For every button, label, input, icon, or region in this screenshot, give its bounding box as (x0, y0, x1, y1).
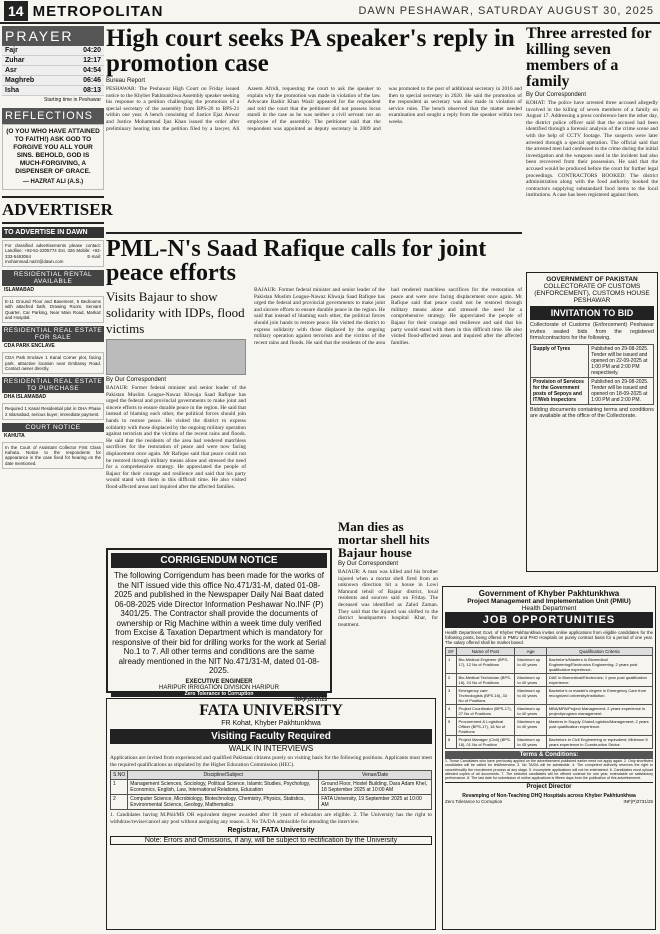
story-byline: By Our Correspondent (526, 92, 587, 98)
prayer-name: Fajr (5, 47, 18, 54)
table-cell: Project Manager (Civil) (BPS-18), 01 No of Position (456, 736, 515, 749)
column-header: Discipline/Subject (128, 771, 319, 780)
table-cell: 3 (446, 687, 457, 705)
table-cell: MBA/MPA/Project Management; 2 years experience in project/program management. (546, 705, 652, 718)
fata-note: Note: Errors and Omissions, if any, will be subject to rectification by the University (110, 836, 432, 845)
classified-text: E-11 Ground Floor and Basement, 5 Bedrooms with attached bath, Drawing Room, Servant Quarter, Car Parking, Near Main Road, Markaz and Hospital. (2, 296, 104, 323)
table-cell: Maximum up to 40 years (515, 687, 547, 705)
story-three-arrested (526, 26, 658, 266)
prayer-time: 04:54 (83, 67, 101, 74)
left-sidebar (2, 26, 113, 930)
story-headline: Three arrested for killing seven members of a family (526, 25, 652, 90)
classified-category-heading: COURT NOTICE (2, 423, 104, 432)
table-cell: Computer Science, Microbiology, Biotechnology, Chemistry, Physics, Statistics, Environmental Science, Geology, Mathematics (128, 795, 319, 810)
table-cell: 6 (446, 736, 457, 749)
classified-text: CDA Park Enclave 1 Kanal Corner plot, facing park, attractive location near Embassy Road. Contact owner directly. (2, 352, 104, 374)
story-byline: By Our Correspondent (338, 561, 399, 567)
advertise-contact-heading: TO ADVERTISE IN DAWN (2, 227, 104, 238)
jobs-title: JOB OPPORTUNITIES (445, 612, 653, 628)
fata-title: FATA UNIVERSITY (199, 702, 343, 719)
table-row (446, 705, 653, 718)
corrigendum-ref: INF(P)3727/25 (294, 696, 327, 703)
story-high-court (106, 26, 522, 226)
story-body: PESHAWAR: The Peshawar High Court on Friday issued notice to the Khyber Pakhtunkhwa Assembly speaker seeking his response to a petition challenging the promotion of a special secretary of the assembly from BPS-20 to BPS-21 within one year. A bench consisting of Justice Ejaz Anwar and Justice Mohammad Ijaz Khan issued the order after preliminary hearing into the petition filed by a lawyer, Ali Azeem Afridi, requesting the court to ask the speaker to explain why the promotion was made in violation of the law. Advocate Bashir Khan Wazir appeared for the respondent and told the court that the petitioner did not possess locus standi in the case as he was neither a civil servant nor an employee of the assembly. The petitioner said that the respondent was appointed as deputy secretary in 2009 and was promoted to the post of additional secretary in 2016 and then to special secretary in 2020. He said the promotion of the respondent as secretary was also made in violation of service rules. The bench observed that the matter needed examination and sought a reply from the speaker within two weeks. (106, 86, 522, 132)
fata-footer: Registrar, FATA University (227, 827, 315, 835)
classified-subheading: CDA PARK ENCLAVE (4, 343, 55, 350)
classified-subheading: DHA ISLAMABAD (4, 394, 47, 401)
prayer-row (2, 56, 104, 66)
prayer-name: Asr (5, 67, 17, 74)
prayer-name: Zuhar (5, 57, 25, 64)
table-header-row (446, 648, 653, 656)
story-subheadline: Visits Bajaur to show solidarity with IDPs, flood victims (106, 289, 245, 336)
reflections-box (2, 124, 104, 190)
table-cell: Published on 29-08-2025. Tender will be issued and opened on 22-09-2025 at 1:00 PM and 2:00 PM respectively. (589, 344, 654, 377)
story-body-continued: BAJAUR: Former federal minister and senior leader of the Pakistan Muslim League-Nawaz Khwaja Saad Rafique has urged the federal and provincial governments to make joint and sincere efforts to ensure durable peace in the region. He said that instead of blaming each other, the political forces should join hands to restore peace. He visited the district to express solidarity with those displaced by the ongoing military operation against terrorists and the victims of the recent rains and floods. He said that the residents of the area had rendered matchless sacrifices for the restoration of peace and were now facing displacement once again. Mr Rafique said that peace could not be restored through military means alone and stressed the need for a comprehensive strategy. He appreciated the people of Bajaur for their courage and resilience and said that his party would stand with them in this difficult time. He also visited flood-affected areas and inquired after the affected families. (254, 287, 522, 346)
tender-office: COLLECTORATE OF CUSTOMS (ENFORCEMENT), CUSTOMS HOUSE PESHAWAR (534, 283, 650, 304)
jobs-table (445, 647, 653, 749)
tender-footer: Bidding documents containing terms and conditions are available at the office of the Collectorate. (530, 406, 654, 420)
table-cell: Maximum up to 40 years (515, 718, 547, 736)
column-header: Qualification Criteria (546, 648, 652, 656)
tender-table (530, 344, 654, 405)
classified-subheading: ISLAMABAD (4, 287, 34, 294)
table-cell: 1 (446, 656, 457, 674)
section-title: METROPOLITAN (32, 2, 164, 20)
table-cell: Management Sciences, Sociology, Political Science, Islamic Studies, Psychology, Economics, English, Law, International Relations, Education (128, 780, 319, 795)
prayer-time: 04:20 (83, 47, 101, 54)
table-row (446, 718, 653, 736)
tender-intro: Collectorate of Customs (Enforcement) Peshawar invites sealed bids from the registered firms/contractors for the following. (530, 322, 654, 342)
table-cell: Procurement & Logistical Officer (BPS-17), 18 No of Positions (456, 718, 515, 736)
table-cell: Ground Floor, Hostel Building, Dara Adam Khel, 18 September 2025 at 10:00 AM (319, 780, 432, 795)
tender-government: GOVERNMENT OF PAKISTAN (546, 276, 638, 283)
table-row (446, 687, 653, 705)
table-cell: Masters in Supply Chain/Logistics/Management; 2 years post qualification experience. (546, 718, 652, 736)
prayer-heading: PRAYER (2, 26, 104, 46)
corrigendum-tagline: Zero Tolerance to Corruption (111, 691, 327, 697)
table-cell: Bachelor's or master's degree in Emergency Care from recognized university/institution. (546, 687, 652, 705)
dateline: DAWN PESHAWAR, SATURDAY AUGUST 30, 2025 (358, 5, 654, 17)
story-body: BAJAUR: A man was killed and his brother injured when a mortar shell fired from an unknown direction hit a house in Lowi Mamund tehsil of Bajaur district, local residents and sources said on Friday. The deceased was identified as Zahid Zaman. They said that the injured was shifted to the district headquarters hospital Khar, for treatment. (338, 569, 438, 628)
fata-visiting: Visiting Faculty Required (110, 729, 432, 744)
table-cell: DAE in Biomedical/Electronics; 1 year post qualification experience. (546, 674, 652, 687)
terms-body: 1. Those Candidates who have previously applied on the advertisement published earlier need not apply again. 2. Only shortlisted candidates will be called for test/interview. 3. No TA/DA will be admissible. 4. The competent authority reserves the right to cancel/modify the recruitment process at any stage. 5. Incomplete applications will not be entertained. 6. Candidates must upload attested copies of all documents. 7. The selected candidates will be offered contract for one year, extendable on satisfactory performance. 8. The last date for submission of online applications is fifteen days from the publication of this advertisement. (445, 759, 653, 781)
story-headline: PML-N's Saad Rafique calls for joint peace efforts (106, 236, 487, 286)
classified-text: In the Court of Assistant Collector First Class Kahuta. Notice to the respondents for appearance in the case fixed for hearing on the date mentioned. (2, 442, 104, 469)
table-cell: Provision of Services for the Government posts of Sepoys and IT/Web Inspectors (531, 377, 589, 404)
reflections-source: — HAZRAT ALI (A.S.) (22, 179, 84, 185)
story-body: KOHAT: The police have arrested three accused allegedly involved in the killing of seven members of a family on August 17. Addressing a press conference here the other day, the district police officer said that the accused had been identified through a forensic analysis of the crime scene and with the help of CCTV footage. The suspects were later arrested through a special operation. The official said that the arrested men had confessed to the crime during the initial investigation and the weapons used in the incident had also been recovered from their possession. He said that the accused would be produced before the court for further legal proceedings. CONTRACTORS BOOKED: The district administration along with the food authority booked the contractors supplying substandard food items to the local institutions. A case has been registered against them. (526, 100, 658, 199)
prayer-name: Isha (5, 87, 20, 94)
fata-notes: 1. Candidates having M.Phil/MS OR equivalent degree awarded after 18 years of education are eligible. 2. The University has the right to withdraw/revise/cancel any post without assigning any reason. 3. No TA/DA admissible for attending the interview. (110, 812, 432, 825)
classified-subheading: KAHUTA (4, 432, 25, 439)
story-byline: By Our Correspondent (106, 377, 167, 383)
column-header: Name of Post (456, 648, 515, 656)
column-header: Age (515, 648, 547, 656)
jobs-project: Project Management and Implementation Unit (PMIU) (467, 598, 631, 605)
table-cell: Maximum up to 45 years (515, 736, 547, 749)
story-man-dies (338, 520, 438, 694)
advertiser-title: ADVERTISER (2, 196, 104, 224)
jobs-department: Health Department (521, 605, 577, 612)
table-row (111, 780, 432, 795)
jobs-ref: INF(P)3731/25 (623, 799, 653, 805)
story-pmln (106, 232, 522, 544)
classified-text: Required 1 Kanal Residential plot in DHA Phase 2 Islamabad, serious buyer, immediate payment. (2, 403, 104, 420)
table-row (531, 344, 654, 377)
table-cell: Published on 29-08-2025. Tender will be issued and opened on 18-09-2025 at 1:00 PM and 2:00 PM. (589, 377, 654, 404)
prayer-note: Starting time in Peshawar (44, 97, 101, 103)
prayer-time: 06:46 (83, 77, 101, 84)
classified-category-heading: RESIDENTIAL REAL ESTATE FOR SALE (3, 327, 103, 342)
story-byline: Bureau Report (106, 78, 146, 84)
corrigendum-title: CORRIGENDUM NOTICE (111, 553, 327, 568)
table-row (111, 795, 432, 810)
table-cell: Bio-Medical Technician (BPS-16), 24 No of Positions (456, 674, 515, 687)
table-cell: FATA University, 19 September 2025 at 10:00 AM (319, 795, 432, 810)
table-cell: Emergency care Technologists (BPS-16), 33 No of Positions (456, 687, 515, 705)
table-row (446, 736, 653, 749)
masthead (0, 0, 660, 24)
table-cell: Maximum up to 40 years (515, 656, 547, 674)
fata-intro: Applications are invited from experienced and qualified Pakistani citizens purely on visiting basis for the following positions. Applicants must meet the required qualifications as stipulated by the Higher Education Commission (HEC). (110, 755, 432, 768)
column-header: Venue/Date (319, 771, 432, 780)
jobs-intro: Health Department Govt. of Khyber Pakhtunkhwa invites online applications from eligible candidates for the following posts, being offered in PMIU and PHO Hospitals on purely contract basis for a period of one year. The salary offered shall be market based. (445, 630, 653, 645)
page-number: 14 (4, 1, 28, 21)
prayer-row (2, 46, 104, 56)
corrigendum-footer-title: EXECUTIVE ENGINEER (185, 678, 253, 685)
prayer-time: 08:13 (83, 87, 101, 94)
fata-location: FR Kohat, Khyber Pakhtunkhwa (221, 720, 321, 727)
jobs-footer-bar (445, 799, 653, 804)
story-photo (106, 339, 246, 375)
prayer-name: Maghreb (5, 77, 35, 84)
column-header: S# (446, 648, 457, 656)
jobs-footer-title: Project Director (445, 782, 653, 790)
table-cell: Bio-Medical Engineer (BPS-17), 12 No of Positions (456, 656, 515, 674)
reflections-text: (O YOU WHO HAVE ATTAINED TO FAITH!) ASK GOD TO FORGIVE YOU ALL YOUR SINS. BEHOLD, GOD IS MUCH-FORGIVING, A DISPENSER OF GRACE. (6, 128, 100, 175)
health-jobs-ad (442, 586, 656, 930)
column-header: S.NO (111, 771, 128, 780)
jobs-tagline: Zero Tolerance to Corruption (445, 799, 503, 805)
corrigendum-footer-sub: HARIPUR IRRIGATION DIVISION HARIPUR (159, 684, 279, 691)
customs-tender-ad (526, 272, 658, 572)
corrigendum-body: The following Corrigendum has been made for the works of the NIT issued vide this office No.471/31-M, dated 01-08-2025 and published in the Newspaper Daily Nai Baat dated 06-08-2025 vide Director Information Peshawar No.INF (P) 3401/25. The Contractor shall provide the documents of ownership or Rig Machine within a week time duly verified from Excise & Taxation Department which is mandatory for responsive of their bid for drilling works for the work at Serial No.1 to 7. All other terms and conditions are the same already mentioned in the NIT No.471/31-M, dated 01-08-2025. (112, 571, 326, 675)
table-cell: Supply of Tyres (531, 344, 589, 377)
table-cell: Maximum up to 40 years (515, 674, 547, 687)
prayer-row (2, 86, 104, 96)
advertise-contact: For classified advertisements please contact: Landline: +92-51-2205774 Ext. 326 Mobile: +92-333-5463064 E-mail: mohammad.nazir@dawn.com (2, 240, 104, 267)
table-cell: Project Coordinator (BPS-17), 27 No of Positions (456, 705, 515, 718)
table-header-row (111, 771, 432, 780)
table-cell: 5 (446, 718, 457, 736)
table-row (446, 656, 653, 674)
prayer-time: 12:17 (83, 57, 101, 64)
story-headline: High court seeks PA speaker's reply in promotion case (106, 25, 515, 77)
tender-title: INVITATION TO BID (530, 306, 654, 320)
terms-heading: Terms & Conditions: (445, 751, 653, 759)
jobs-government: Government of Khyber Pakhtunkhwa (478, 589, 620, 598)
prayer-row (2, 66, 104, 76)
table-cell: 2 (111, 795, 128, 810)
prayer-row (2, 76, 104, 86)
table-cell: 4 (446, 705, 457, 718)
table-cell: Maximum up to 40 years (515, 705, 547, 718)
fata-table (110, 770, 432, 810)
jobs-footer-sub: Revamping of Non-Teaching DHQ Hospitals across Khyber Pakhtunkhwa (462, 793, 636, 800)
table-row (531, 377, 654, 404)
fata-university-ad (106, 698, 436, 930)
table-row (446, 674, 653, 687)
story-headline: Man dies as mortar shell hits Bajaur house (338, 519, 430, 560)
reflections-heading: REFLECTIONS (2, 108, 104, 124)
table-cell: Bachelor's/Masters in Biomedical Engineering/Electronics Engineering; 2 years post qualification experience. (546, 656, 652, 674)
table-cell: 2 (446, 674, 457, 687)
fata-walk-in: WALK IN INTERVIEWS (228, 744, 314, 753)
corrigendum-notice (106, 548, 332, 703)
table-cell: 1 (111, 780, 128, 795)
classified-category-heading: RESIDENTIAL REAL ESTATE TO PURCHASE (3, 378, 103, 393)
classified-category-heading: RESIDENTIAL RENTAL AVAILABLE (2, 270, 104, 286)
story-body: BAJAUR: Former federal minister and senior leader of the Pakistan Muslim League-Nawaz Khwaja Saad Rafique has urged the federal and provincial governments to make joint and sincere efforts to ensure durable peace in the region. He said that instead of blaming each other, the political forces should join hands to restore peace. He visited the district to express solidarity with those displaced by the ongoing military operation against terrorists and the victims of the recent rains and floods. He said that the residents of the area had rendered matchless sacrifices for the restoration of peace and were now facing displacement once again. Mr Rafique said that peace could not be restored through military means alone and stressed the need for a comprehensive strategy. He appreciated the people of Bajaur for their courage and resilience and said that his party would stand with them in this difficult time. He also visited flood-affected areas and inquired after the affected families. (106, 385, 246, 490)
table-cell: Bachelors in Civil Engineering or equivalent; Minimum 5 years experience in Construction Sector. (546, 736, 652, 749)
